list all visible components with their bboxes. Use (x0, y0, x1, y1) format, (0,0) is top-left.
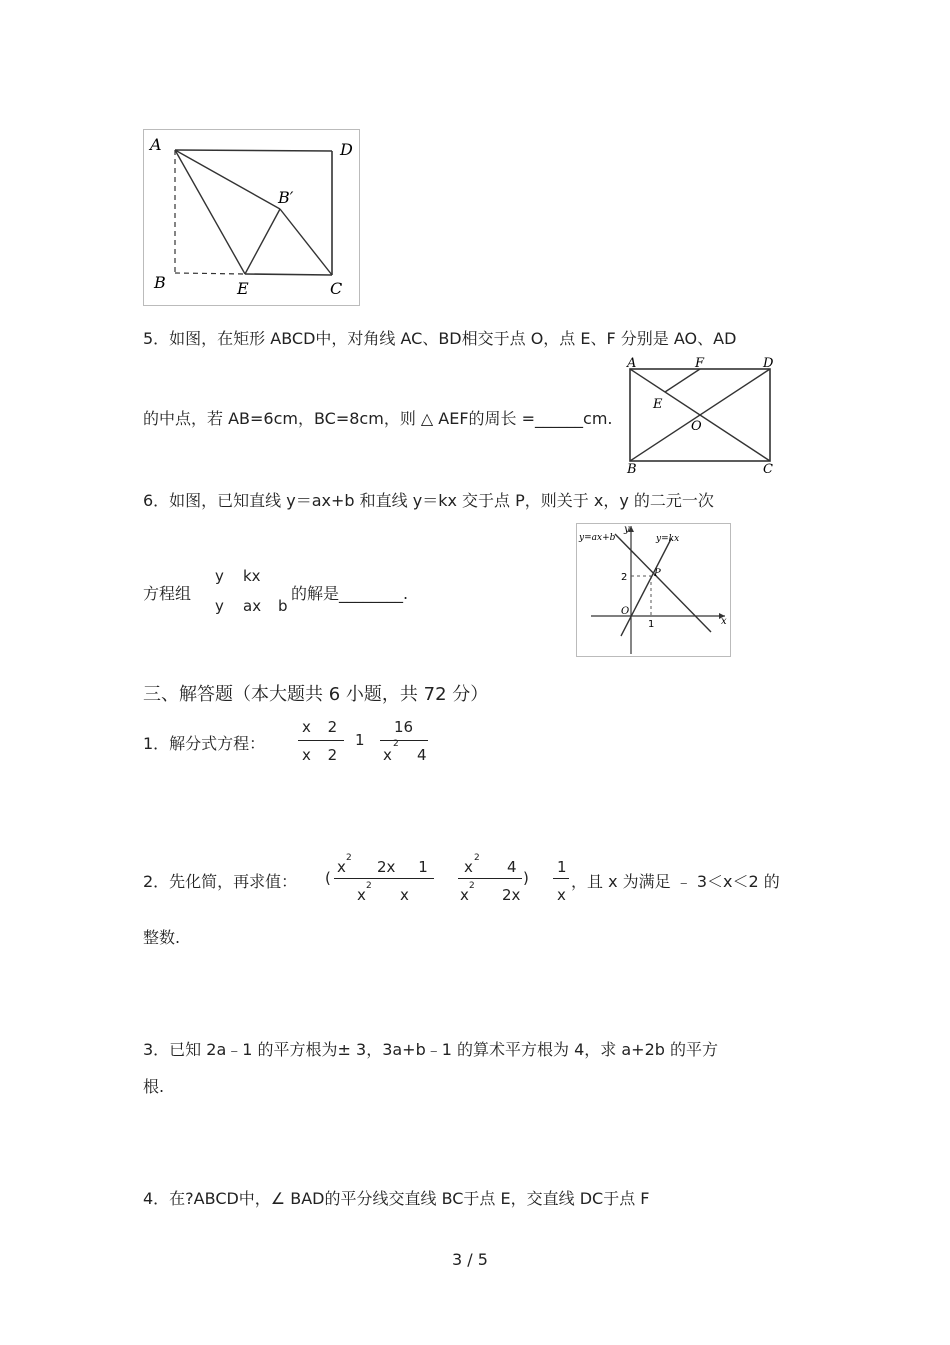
graph-label-line1: y=ax+b (579, 533, 616, 543)
label-Bprime: B′ (278, 188, 294, 207)
p2-n1a: x (337, 858, 346, 876)
fold-diagram (144, 130, 359, 305)
p2-d2a: x (460, 886, 469, 904)
q5-label-O: O (691, 419, 702, 434)
p4-line1: 4．在?ABCD中，∠ BAD的平分线交直线 BC于点 E，交直线 DC于点 F (143, 1189, 650, 1208)
graph-label-x: x (721, 616, 727, 627)
p2-bar1 (334, 878, 434, 879)
q5-line1: 5．如图，在矩形 ABCD中，对角线 AC、BD相交于点 O，点 E、F 分别是 AO、AD (143, 329, 737, 348)
p2-d2sup: 2 (469, 881, 475, 891)
graph-tick-2: 2 (621, 572, 628, 583)
graph-label-P: P (654, 568, 661, 579)
q6-suffix: 的解是________. (291, 584, 409, 603)
p1-den1: x 2 (302, 746, 338, 764)
graph-label-line2: y=kx (656, 534, 680, 544)
p1-den2a: x (383, 746, 392, 764)
q5-line2: 的中点，若 AB=6cm，BC=8cm，则 △ AEF的周长 =______cm. (143, 409, 613, 428)
lines-graph-figure (576, 523, 731, 657)
p2-n2a: x (464, 858, 473, 876)
p2-n3: 1 (557, 858, 567, 876)
graph-tick-1: 1 (648, 619, 655, 630)
label-E: E (237, 279, 249, 298)
p2-d1a: x (357, 886, 366, 904)
p2-open: ( (325, 869, 331, 887)
p2-tail: ，且 x 为满足 ﹣ 3＜x＜2 的 (571, 872, 780, 891)
label-C: C (330, 279, 343, 298)
q5-label-E: E (653, 397, 663, 412)
p1-label: 1．解分式方程： (143, 734, 266, 753)
q6-sys-r2-b: ax (243, 597, 262, 615)
p2-bar2 (458, 878, 522, 879)
page-number: 3 / 5 (452, 1250, 488, 1269)
p2-label: 2．先化简，再求值： (143, 872, 298, 891)
p1-one: 1 (355, 731, 365, 749)
graph-label-O: O (621, 606, 630, 617)
p2-n2sup: 2 (474, 853, 480, 863)
p1-bar1 (298, 740, 344, 741)
p2-d1sup: 2 (366, 881, 372, 891)
rectangle-figure (625, 356, 777, 474)
graph-label-y: y (624, 524, 630, 535)
lines-graph (577, 524, 730, 656)
q5-label-F: F (695, 356, 705, 371)
p3-line1: 3．已知 2a﹣1 的平方根为± 3，3a+b﹣1 的算术平方根为 4，求 a+2b 的平方 (143, 1040, 718, 1059)
q5-label-A: A (627, 356, 637, 371)
p2-n1b: 2x 1 (377, 858, 428, 876)
q6-sys-r1-b: kx (243, 567, 261, 585)
q5-label-C: C (763, 462, 773, 474)
q6-sys-r2-c: b (278, 597, 288, 615)
q6-prefix: 方程组 (143, 584, 192, 603)
p2-d2b: 2x (502, 886, 521, 904)
rectangle-diagram (625, 356, 777, 474)
label-D: D (340, 140, 353, 159)
p1-bar2 (380, 740, 428, 741)
p1-num1: x 2 (302, 718, 338, 736)
p2-close: ) (523, 869, 529, 887)
label-A: A (150, 135, 162, 154)
p1-den2sup: 2 (393, 739, 399, 749)
p3-line2: 根. (143, 1077, 165, 1096)
label-B: B (154, 273, 166, 292)
p1-num2: 16 (394, 718, 414, 736)
q5-label-D: D (763, 356, 774, 371)
q6-sys-r2-a: y (215, 597, 224, 615)
q5-label-B: B (627, 462, 637, 474)
p2-n2b: 4 (507, 858, 517, 876)
q6-sys-r1-a: y (215, 567, 224, 585)
p2-n1sup: 2 (346, 853, 352, 863)
p2-bar3 (553, 878, 569, 879)
p2-line2: 整数. (143, 928, 181, 947)
q6-line1: 6．如图，已知直线 y＝ax+b 和直线 y＝kx 交于点 P，则关于 x，y 的二元一次 (143, 491, 714, 510)
fold-figure (143, 129, 360, 306)
p2-d1b: x (400, 886, 409, 904)
p2-d3: x (557, 886, 566, 904)
p1-den2b: 4 (417, 746, 427, 764)
section-heading: 三、解答题（本大题共 6 小题，共 72 分） (143, 684, 489, 705)
